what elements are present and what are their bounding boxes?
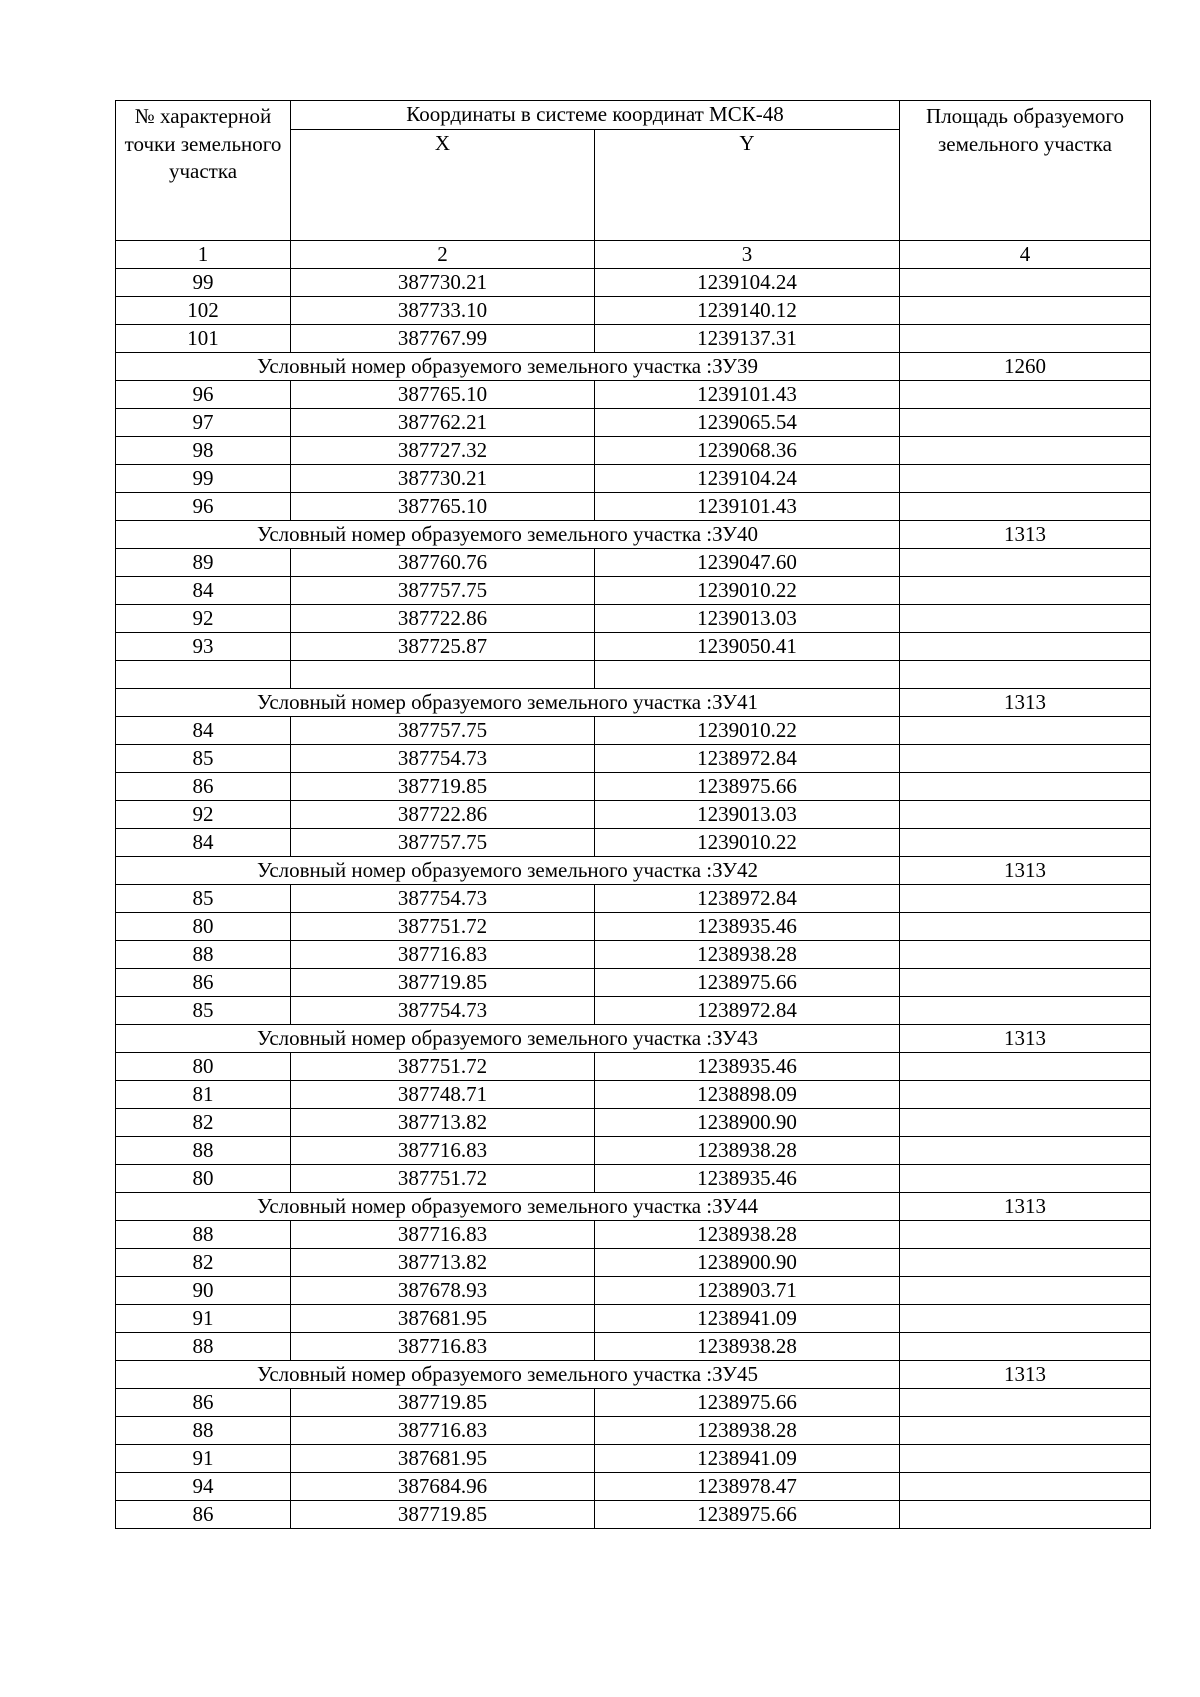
point-x: 387730.21: [291, 465, 595, 493]
point-number: 88: [116, 1137, 291, 1165]
point-area-empty: [900, 997, 1151, 1025]
point-number: 86: [116, 969, 291, 997]
point-row: [116, 325, 1151, 353]
point-x: 387762.21: [291, 409, 595, 437]
point-x: 387713.82: [291, 1109, 595, 1137]
point-y: 1238978.47: [595, 1473, 900, 1501]
point-row: [116, 1053, 1151, 1081]
point-row: [116, 633, 1151, 661]
point-area-empty: [900, 801, 1151, 829]
point-area-empty: [900, 1137, 1151, 1165]
point-x: 387751.72: [291, 913, 595, 941]
table-body: [116, 269, 1151, 1529]
point-x: 387754.73: [291, 997, 595, 1025]
point-x: 387748.71: [291, 1081, 595, 1109]
header-coordinate-system: Координаты в системе координат МСК-48: [291, 101, 900, 130]
point-number: 90: [116, 1277, 291, 1305]
point-number: 84: [116, 829, 291, 857]
point-x: 387757.75: [291, 717, 595, 745]
point-x: 387719.85: [291, 1389, 595, 1417]
point-number: 84: [116, 717, 291, 745]
point-x: 387754.73: [291, 745, 595, 773]
point-area-empty: [900, 409, 1151, 437]
point-x: 387767.99: [291, 325, 595, 353]
point-area-empty: [900, 633, 1151, 661]
parcel-area: 1313: [900, 689, 1151, 717]
point-row: [116, 885, 1151, 913]
point-y: [595, 661, 900, 689]
point-area-empty: [900, 1221, 1151, 1249]
point-y: 1239104.24: [595, 465, 900, 493]
parcel-area: 1313: [900, 1025, 1151, 1053]
point-x: 387678.93: [291, 1277, 595, 1305]
point-area-empty: [900, 605, 1151, 633]
point-x: 387757.75: [291, 829, 595, 857]
point-number: 84: [116, 577, 291, 605]
point-y: 1239010.22: [595, 717, 900, 745]
parcel-label: Условный номер образуемого земельного участка :ЗУ44: [116, 1193, 900, 1221]
point-number: [116, 661, 291, 689]
parcel-row: [116, 521, 1151, 549]
point-x: 387719.85: [291, 773, 595, 801]
point-row: [116, 1389, 1151, 1417]
point-area-empty: [900, 661, 1151, 689]
point-y: 1238938.28: [595, 1417, 900, 1445]
point-x: 387733.10: [291, 297, 595, 325]
point-y: 1238975.66: [595, 1389, 900, 1417]
point-number: 98: [116, 437, 291, 465]
point-x: 387681.95: [291, 1445, 595, 1473]
point-number: 82: [116, 1109, 291, 1137]
point-number: 88: [116, 1333, 291, 1361]
parcel-area: 1313: [900, 857, 1151, 885]
point-row: [116, 1249, 1151, 1277]
header-point-number: № характерной точки земельного участка: [116, 101, 291, 241]
parcel-label: Условный номер образуемого земельного участка :ЗУ40: [116, 521, 900, 549]
point-number: 88: [116, 1221, 291, 1249]
point-row: [116, 969, 1151, 997]
point-area-empty: [900, 465, 1151, 493]
point-number: 91: [116, 1305, 291, 1333]
point-number: 80: [116, 1165, 291, 1193]
point-y: 1239010.22: [595, 577, 900, 605]
point-row: [116, 941, 1151, 969]
point-row: [116, 717, 1151, 745]
point-x: 387760.76: [291, 549, 595, 577]
header-y: Y: [595, 130, 900, 241]
point-row: [116, 1305, 1151, 1333]
point-x: 387713.82: [291, 1249, 595, 1277]
point-x: 387716.83: [291, 1137, 595, 1165]
point-area-empty: [900, 1473, 1151, 1501]
parcel-row: [116, 857, 1151, 885]
column-number: 2: [291, 241, 595, 269]
point-y: 1239013.03: [595, 801, 900, 829]
point-x: [291, 661, 595, 689]
parcel-label: Условный номер образуемого земельного участка :ЗУ45: [116, 1361, 900, 1389]
point-y: 1238938.28: [595, 1137, 900, 1165]
parcel-area: 1313: [900, 521, 1151, 549]
parcel-label: Условный номер образуемого земельного участка :ЗУ42: [116, 857, 900, 885]
point-y: 1238938.28: [595, 941, 900, 969]
point-row: [116, 801, 1151, 829]
point-area-empty: [900, 549, 1151, 577]
point-x: 387716.83: [291, 1417, 595, 1445]
point-number: 85: [116, 745, 291, 773]
point-area-empty: [900, 773, 1151, 801]
point-number: 96: [116, 493, 291, 521]
point-x: 387765.10: [291, 381, 595, 409]
point-number: 93: [116, 633, 291, 661]
point-row: [116, 1137, 1151, 1165]
point-x: 387684.96: [291, 1473, 595, 1501]
point-number: 97: [116, 409, 291, 437]
point-area-empty: [900, 381, 1151, 409]
point-row: [116, 409, 1151, 437]
point-y: 1238935.46: [595, 1165, 900, 1193]
parcel-row: [116, 353, 1151, 381]
point-number: 86: [116, 1501, 291, 1529]
point-number: 91: [116, 1445, 291, 1473]
parcel-row: [116, 1361, 1151, 1389]
point-row: [116, 1165, 1151, 1193]
point-x: 387681.95: [291, 1305, 595, 1333]
point-y: 1239068.36: [595, 437, 900, 465]
parcel-area: 1313: [900, 1193, 1151, 1221]
point-area-empty: [900, 913, 1151, 941]
point-x: 387757.75: [291, 577, 595, 605]
point-area-empty: [900, 1501, 1151, 1529]
point-number: 81: [116, 1081, 291, 1109]
point-number: 86: [116, 1389, 291, 1417]
point-area-empty: [900, 1333, 1151, 1361]
header-x: X: [291, 130, 595, 241]
point-row: [116, 381, 1151, 409]
point-number: 99: [116, 465, 291, 493]
point-number: 89: [116, 549, 291, 577]
parcel-label: Условный номер образуемого земельного участка :ЗУ43: [116, 1025, 900, 1053]
point-number: 96: [116, 381, 291, 409]
point-number: 86: [116, 773, 291, 801]
point-area-empty: [900, 437, 1151, 465]
point-row: [116, 605, 1151, 633]
point-y: 1238972.84: [595, 745, 900, 773]
point-x: 387716.83: [291, 941, 595, 969]
point-row: [116, 1277, 1151, 1305]
point-y: 1238941.09: [595, 1445, 900, 1473]
point-row: [116, 1473, 1151, 1501]
point-x: 387722.86: [291, 801, 595, 829]
point-y: 1238975.66: [595, 969, 900, 997]
point-row: [116, 549, 1151, 577]
point-x: 387727.32: [291, 437, 595, 465]
point-area-empty: [900, 1165, 1151, 1193]
point-y: 1239101.43: [595, 381, 900, 409]
point-y: 1239065.54: [595, 409, 900, 437]
point-number: 88: [116, 941, 291, 969]
point-row: [116, 1109, 1151, 1137]
point-row: [116, 297, 1151, 325]
point-area-empty: [900, 829, 1151, 857]
point-x: 387751.72: [291, 1053, 595, 1081]
parcel-row: [116, 1025, 1151, 1053]
point-row: [116, 1445, 1151, 1473]
point-y: 1238900.90: [595, 1109, 900, 1137]
point-x: 387719.85: [291, 969, 595, 997]
point-y: 1239104.24: [595, 269, 900, 297]
point-area-empty: [900, 269, 1151, 297]
point-x: 387751.72: [291, 1165, 595, 1193]
coordinates-table: [115, 100, 1151, 1529]
point-x: 387719.85: [291, 1501, 595, 1529]
point-area-empty: [900, 941, 1151, 969]
point-row: [116, 1333, 1151, 1361]
point-x: 387730.21: [291, 269, 595, 297]
point-area-empty: [900, 1053, 1151, 1081]
point-x: 387716.83: [291, 1333, 595, 1361]
parcel-area: 1260: [900, 353, 1151, 381]
column-number: 3: [595, 241, 900, 269]
point-number: 94: [116, 1473, 291, 1501]
point-area-empty: [900, 1305, 1151, 1333]
point-area-empty: [900, 1277, 1151, 1305]
point-area-empty: [900, 1445, 1151, 1473]
point-y: 1238938.28: [595, 1221, 900, 1249]
point-row: [116, 577, 1151, 605]
point-number: 88: [116, 1417, 291, 1445]
parcel-label: Условный номер образуемого земельного участка :ЗУ41: [116, 689, 900, 717]
point-area-empty: [900, 717, 1151, 745]
point-area-empty: [900, 1249, 1151, 1277]
point-number: 99: [116, 269, 291, 297]
point-number: 80: [116, 1053, 291, 1081]
point-y: 1239010.22: [595, 829, 900, 857]
point-y: 1239047.60: [595, 549, 900, 577]
point-number: 85: [116, 997, 291, 1025]
point-number: 92: [116, 801, 291, 829]
column-number: 4: [900, 241, 1151, 269]
point-y: 1238972.84: [595, 885, 900, 913]
point-y: 1238935.46: [595, 1053, 900, 1081]
point-area-empty: [900, 969, 1151, 997]
point-row: [116, 437, 1151, 465]
point-y: 1239101.43: [595, 493, 900, 521]
point-area-empty: [900, 577, 1151, 605]
point-y: 1238903.71: [595, 1277, 900, 1305]
point-area-empty: [900, 325, 1151, 353]
point-area-empty: [900, 1081, 1151, 1109]
point-number: 92: [116, 605, 291, 633]
point-y: 1238900.90: [595, 1249, 900, 1277]
point-y: 1238935.46: [595, 913, 900, 941]
point-row: [116, 829, 1151, 857]
point-y: 1238941.09: [595, 1305, 900, 1333]
point-x: 387716.83: [291, 1221, 595, 1249]
point-number: 85: [116, 885, 291, 913]
point-y: 1239137.31: [595, 325, 900, 353]
point-row: [116, 661, 1151, 689]
point-y: 1238975.66: [595, 1501, 900, 1529]
point-row: [116, 1417, 1151, 1445]
point-area-empty: [900, 745, 1151, 773]
point-row: [116, 997, 1151, 1025]
point-number: 82: [116, 1249, 291, 1277]
point-row: [116, 1501, 1151, 1529]
point-row: [116, 493, 1151, 521]
point-row: [116, 269, 1151, 297]
point-row: [116, 913, 1151, 941]
point-y: 1238972.84: [595, 997, 900, 1025]
point-number: 102: [116, 297, 291, 325]
point-number: 80: [116, 913, 291, 941]
column-number-row: [116, 241, 1151, 269]
point-number: 101: [116, 325, 291, 353]
point-row: [116, 1081, 1151, 1109]
point-y: 1239013.03: [595, 605, 900, 633]
point-area-empty: [900, 885, 1151, 913]
point-x: 387754.73: [291, 885, 595, 913]
point-y: 1239140.12: [595, 297, 900, 325]
point-y: 1238975.66: [595, 773, 900, 801]
point-row: [116, 773, 1151, 801]
point-row: [116, 745, 1151, 773]
header-area: Площадь образуемого земельного участка: [900, 101, 1151, 241]
point-y: 1239050.41: [595, 633, 900, 661]
parcel-label: Условный номер образуемого земельного участка :ЗУ39: [116, 353, 900, 381]
point-row: [116, 1221, 1151, 1249]
column-number: 1: [116, 241, 291, 269]
parcel-row: [116, 1193, 1151, 1221]
point-area-empty: [900, 1109, 1151, 1137]
point-area-empty: [900, 1389, 1151, 1417]
point-row: [116, 465, 1151, 493]
parcel-area: 1313: [900, 1361, 1151, 1389]
parcel-row: [116, 689, 1151, 717]
point-y: 1238938.28: [595, 1333, 900, 1361]
point-x: 387722.86: [291, 605, 595, 633]
point-x: 387725.87: [291, 633, 595, 661]
point-x: 387765.10: [291, 493, 595, 521]
point-y: 1238898.09: [595, 1081, 900, 1109]
point-area-empty: [900, 493, 1151, 521]
point-area-empty: [900, 297, 1151, 325]
point-area-empty: [900, 1417, 1151, 1445]
